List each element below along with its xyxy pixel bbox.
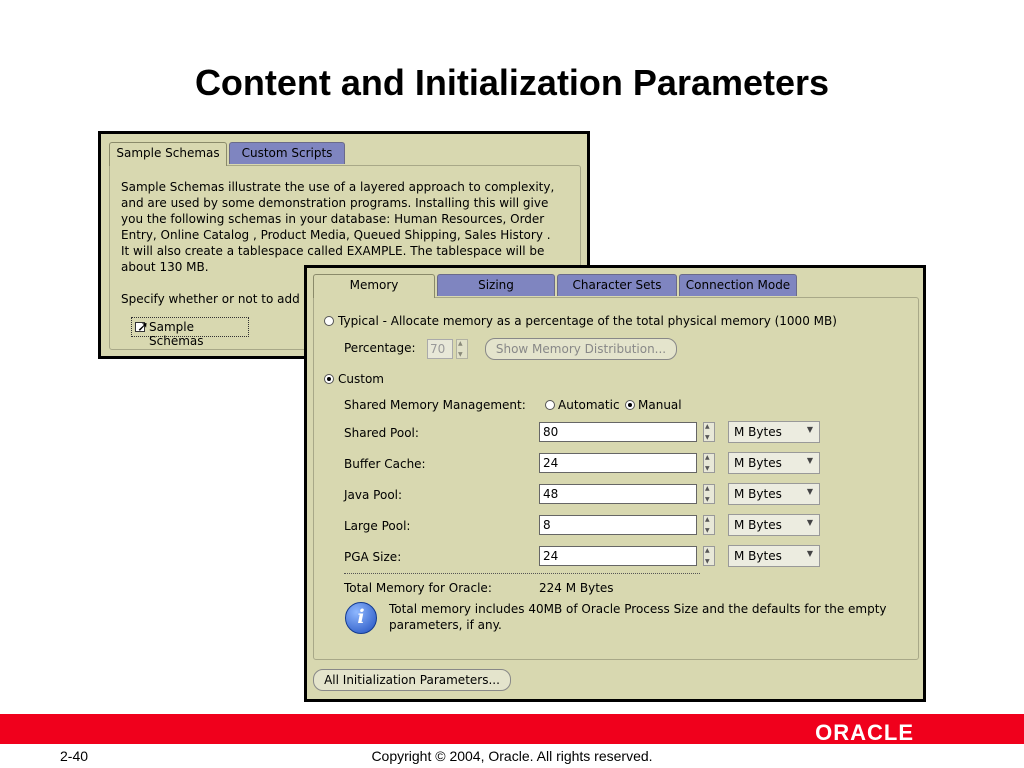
buffer-cache-stepper[interactable] (703, 453, 715, 473)
buffer-cache-unit-select[interactable] (728, 452, 820, 474)
large-pool-stepper[interactable] (703, 515, 715, 535)
all-initialization-parameters-button[interactable]: All Initialization Parameters... (313, 669, 511, 691)
show-memory-distribution-button[interactable]: Show Memory Distribution... (485, 338, 677, 360)
tab-sizing[interactable]: Sizing (437, 274, 555, 296)
pga-size-stepper[interactable] (703, 546, 715, 566)
chevron-down-icon: ▼ (806, 425, 813, 434)
percentage-input[interactable]: 70 (427, 339, 453, 359)
typical-label: Typical - Allocate memory as a percentage of the total physical memory (1000 MB) (338, 314, 837, 328)
memory-panel (304, 265, 926, 702)
chevron-down-icon: ▼ (806, 549, 813, 558)
automatic-radio[interactable] (545, 400, 555, 410)
java-pool-unit-select[interactable] (728, 483, 820, 505)
custom-radio[interactable] (324, 374, 334, 384)
unit-label: M Bytes (734, 456, 782, 470)
java-pool-stepper[interactable] (703, 484, 715, 504)
pga-size-input[interactable]: 24 (539, 546, 697, 566)
checkbox-label: Sample Schemas (149, 320, 204, 348)
shared-pool-unit-select[interactable] (728, 421, 820, 443)
pga-size-unit-select[interactable] (728, 545, 820, 567)
manual-radio[interactable] (625, 400, 635, 410)
schema-description-line: you the following schemas in your database: Human Resources, Order (121, 212, 545, 226)
unit-label: M Bytes (734, 487, 782, 501)
tab-connection-mode[interactable]: Connection Mode (679, 274, 797, 296)
info-text-line2: parameters, if any. (389, 618, 502, 632)
copyright-text: Copyright © 2004, Oracle. All rights reserved. (371, 748, 653, 764)
shared-pool-stepper[interactable] (703, 422, 715, 442)
divider (344, 573, 700, 574)
info-text-line1: Total memory includes 40MB of Oracle Process Size and the defaults for the empty (389, 602, 887, 616)
schema-description-line: Entry, Online Catalog , Product Media, Queued Shipping, Sales History . (121, 228, 551, 242)
typical-radio[interactable] (324, 316, 334, 326)
shared-pool-label: Shared Pool: (344, 426, 419, 440)
buffer-cache-input[interactable]: 24 (539, 453, 697, 473)
page-title: Content and Initialization Parameters (194, 62, 830, 103)
custom-label: Custom (338, 372, 384, 386)
large-pool-input[interactable]: 8 (539, 515, 697, 535)
percentage-label: Percentage: (344, 341, 416, 355)
java-pool-label: Java Pool: (344, 488, 403, 502)
schema-description-line: and are used by some demonstration programs. Installing this will give (121, 196, 549, 210)
large-pool-label: Large Pool: (344, 519, 411, 533)
schema-description-line: Sample Schemas illustrate the use of a layered approach to complexity, (121, 180, 555, 194)
tab-character-sets[interactable]: Character Sets (557, 274, 677, 296)
manual-label: Manual (638, 398, 682, 412)
automatic-label: Automatic (558, 398, 620, 412)
schema-description-line: It will also create a tablespace called EXAMPLE. The tablespace will be (121, 244, 545, 258)
footer-bar (0, 714, 1024, 744)
percentage-stepper[interactable] (456, 339, 468, 359)
specify-text: Specify whether or not to add (121, 292, 300, 306)
chevron-down-icon: ▼ (806, 487, 813, 496)
java-pool-input[interactable]: 48 (539, 484, 697, 504)
tab-custom-scripts[interactable]: Custom Scripts (229, 142, 345, 164)
total-memory-label: Total Memory for Oracle: (344, 581, 492, 595)
unit-label: M Bytes (734, 518, 782, 532)
chevron-down-icon: ▼ (806, 518, 813, 527)
large-pool-unit-select[interactable] (728, 514, 820, 536)
shared-memory-label: Shared Memory Management: (344, 398, 526, 412)
schema-description-line: about 130 MB. (121, 260, 209, 274)
shared-pool-input[interactable]: 80 (539, 422, 697, 442)
oracle-logo: ORACLE (815, 720, 914, 745)
total-memory-value: 224 M Bytes (539, 581, 614, 595)
cursor-icon: ➚ (137, 319, 149, 335)
sample-schemas-checkbox[interactable] (131, 317, 249, 348)
tab-memory[interactable]: Memory (313, 274, 435, 298)
buffer-cache-label: Buffer Cache: (344, 457, 426, 471)
pga-size-label: PGA Size: (344, 550, 402, 564)
unit-label: M Bytes (734, 425, 782, 439)
info-icon: i (345, 602, 377, 634)
chevron-down-icon: ▼ (806, 456, 813, 465)
page-number: 2-40 (60, 748, 89, 764)
tab-sample-schemas[interactable]: Sample Schemas (109, 142, 227, 166)
unit-label: M Bytes (734, 549, 782, 563)
